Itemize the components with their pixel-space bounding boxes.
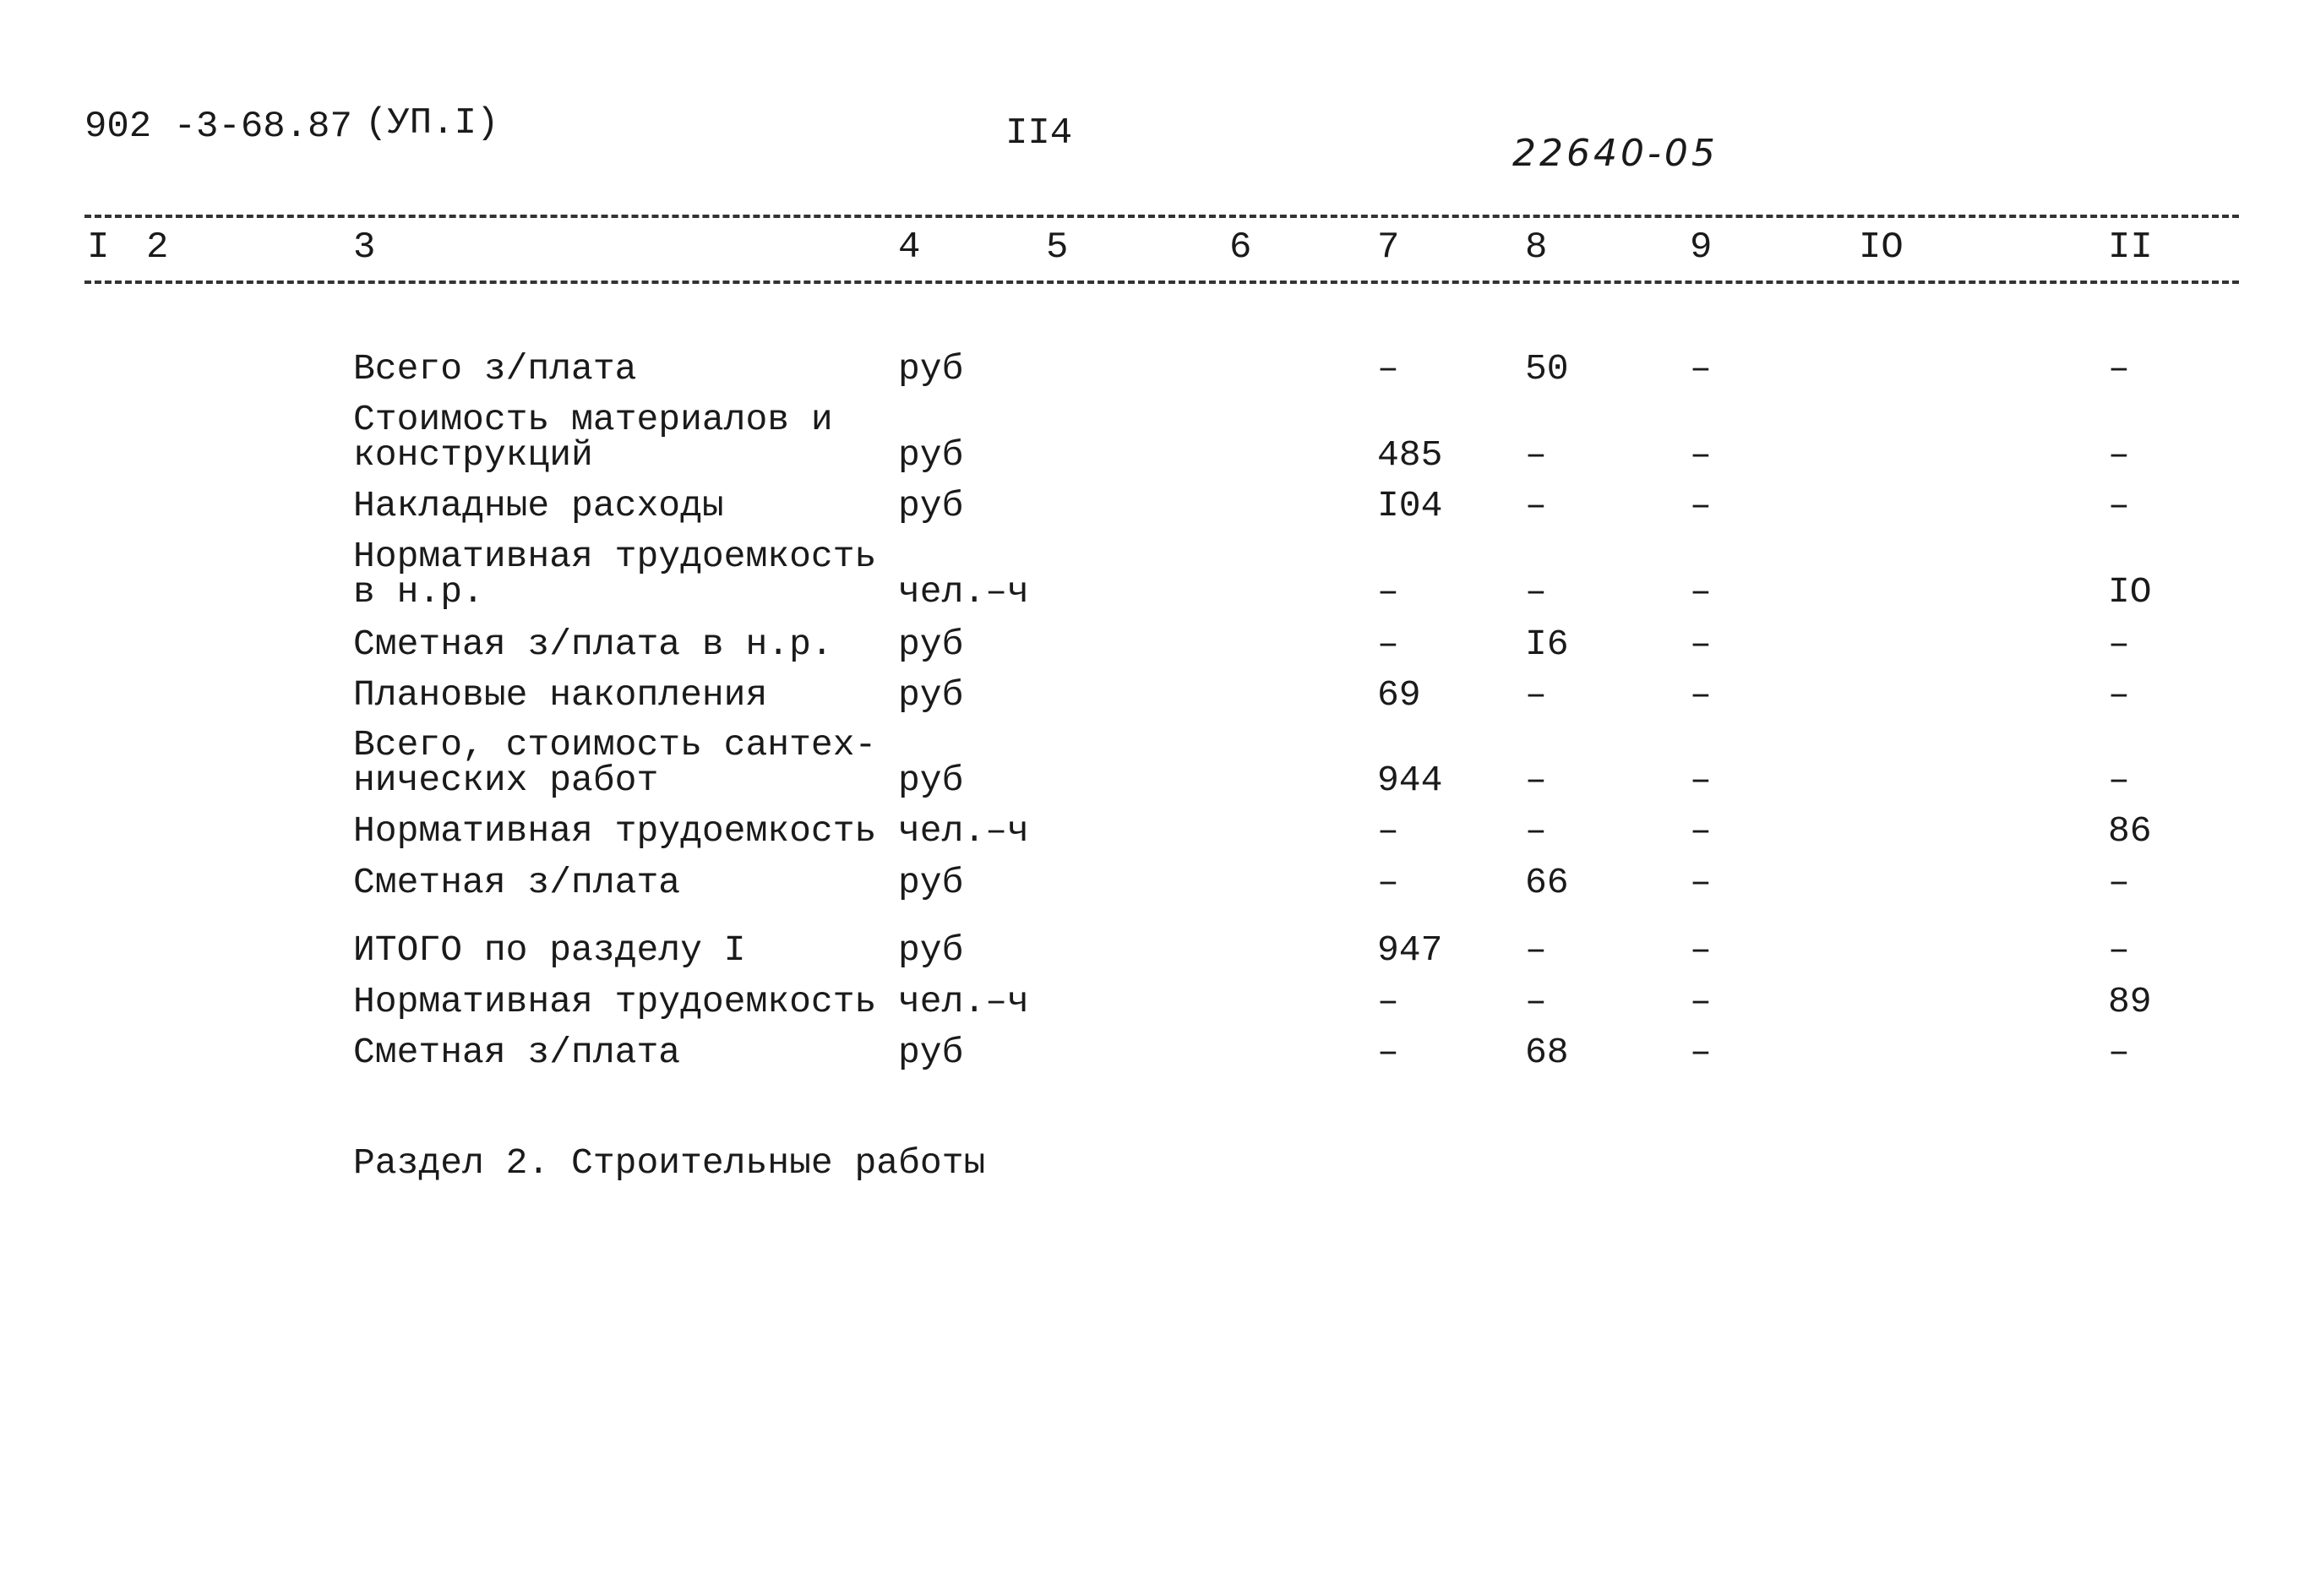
table-row xyxy=(0,862,2315,903)
cell-col-7: 944 xyxy=(1377,760,1443,801)
column-number: I xyxy=(87,226,110,269)
header-rule-top xyxy=(84,215,2239,218)
table-row xyxy=(0,485,2315,526)
row-unit: руб xyxy=(898,434,964,476)
row-description: Сметная з/плата xyxy=(353,1032,681,1073)
cell-col-8: 68 xyxy=(1525,1032,1569,1073)
table-row xyxy=(0,399,2315,476)
column-number: 2 xyxy=(146,226,169,269)
row-unit: чел.–ч xyxy=(898,571,1029,613)
row-unit: чел.–ч xyxy=(898,810,1029,852)
row-unit: чел.–ч xyxy=(898,981,1029,1022)
cell-col-11: – xyxy=(2108,348,2130,389)
column-number: 3 xyxy=(353,226,376,269)
row-description: Сметная з/плата в н.р. xyxy=(353,624,833,665)
row-unit: руб xyxy=(898,760,964,801)
cell-col-8: – xyxy=(1525,434,1547,476)
row-description: Сметная з/плата xyxy=(353,862,681,903)
row-description: Стоимость материалов и конструкций xyxy=(353,399,833,476)
table-row xyxy=(0,810,2315,852)
cell-col-11: – xyxy=(2108,485,2130,526)
cell-col-11: – xyxy=(2108,434,2130,476)
column-number: 6 xyxy=(1229,226,1252,269)
cell-col-7: – xyxy=(1377,348,1399,389)
cell-col-11: – xyxy=(2108,1032,2130,1073)
row-unit: руб xyxy=(898,862,964,903)
row-unit: руб xyxy=(898,1032,964,1073)
cell-col-11: – xyxy=(2108,862,2130,903)
cell-col-9: – xyxy=(1690,929,1712,971)
table-row xyxy=(0,536,2315,613)
cell-col-9: – xyxy=(1690,485,1712,526)
row-description: Всего, стоимость сантех- нических работ xyxy=(353,724,877,801)
column-number: 9 xyxy=(1690,226,1713,269)
cell-col-8: – xyxy=(1525,810,1547,852)
row-description: Нормативная трудоемкость xyxy=(353,810,877,852)
column-number: 4 xyxy=(898,226,921,269)
row-unit: руб xyxy=(898,485,964,526)
cell-col-9: – xyxy=(1690,624,1712,665)
row-description: Всего з/плата xyxy=(353,348,637,389)
cell-col-8: – xyxy=(1525,485,1547,526)
row-description: Нормативная трудоемкость в н.р. xyxy=(353,536,877,613)
table-row xyxy=(0,348,2315,389)
cell-col-9: – xyxy=(1690,348,1712,389)
cell-col-7: – xyxy=(1377,1032,1399,1073)
cell-col-11: 89 xyxy=(2108,981,2152,1022)
cell-col-7: – xyxy=(1377,810,1399,852)
document-code: 902 -3-68.87 xyxy=(84,106,352,148)
cell-col-9: – xyxy=(1690,434,1712,476)
column-number: IO xyxy=(1859,226,1904,269)
column-number: 8 xyxy=(1525,226,1548,269)
cell-col-7: – xyxy=(1377,571,1399,613)
table-row xyxy=(0,929,2315,971)
cell-col-8: 50 xyxy=(1525,348,1569,389)
cell-col-9: – xyxy=(1690,810,1712,852)
cell-col-8: I6 xyxy=(1525,624,1569,665)
row-unit: руб xyxy=(898,348,964,389)
cell-col-11: – xyxy=(2108,674,2130,716)
cell-col-7: 69 xyxy=(1377,674,1421,716)
column-number: 5 xyxy=(1046,226,1069,269)
cell-col-11: – xyxy=(2108,760,2130,801)
document-suffix: (УП.I) xyxy=(365,102,499,144)
row-description: Накладные расходы xyxy=(353,485,724,526)
cell-col-11: IO xyxy=(2108,571,2152,613)
section-title: Раздел 2. Строительные работы xyxy=(353,1142,986,1184)
cell-col-9: – xyxy=(1690,760,1712,801)
table-row xyxy=(0,674,2315,716)
cell-col-7: – xyxy=(1377,862,1399,903)
cell-col-7: – xyxy=(1377,981,1399,1022)
handwritten-number: 22640-05 xyxy=(1512,132,1719,175)
row-description: Плановые накопления xyxy=(353,674,768,716)
cell-col-9: – xyxy=(1690,571,1712,613)
column-number: II xyxy=(2108,226,2153,269)
row-unit: руб xyxy=(898,929,964,971)
row-unit: руб xyxy=(898,624,964,665)
cell-col-8: – xyxy=(1525,760,1547,801)
page-number: II4 xyxy=(1005,112,1073,155)
cell-col-8: – xyxy=(1525,981,1547,1022)
row-description: ИТОГО по разделу I xyxy=(353,929,746,971)
cell-col-8: – xyxy=(1525,929,1547,971)
cell-col-11: – xyxy=(2108,929,2130,971)
row-unit: руб xyxy=(898,674,964,716)
cell-col-8: 66 xyxy=(1525,862,1569,903)
cell-col-11: 86 xyxy=(2108,810,2152,852)
cell-col-7: 947 xyxy=(1377,929,1443,971)
cell-col-11: – xyxy=(2108,624,2130,665)
row-description: Нормативная трудоемкость xyxy=(353,981,877,1022)
cell-col-7: 485 xyxy=(1377,434,1443,476)
cell-col-9: – xyxy=(1690,862,1712,903)
cell-col-7: – xyxy=(1377,624,1399,665)
cell-col-9: – xyxy=(1690,1032,1712,1073)
cell-col-7: I04 xyxy=(1377,485,1443,526)
column-number: 7 xyxy=(1377,226,1400,269)
header-rule-bottom xyxy=(84,281,2239,284)
cell-col-8: – xyxy=(1525,674,1547,716)
cell-col-9: – xyxy=(1690,981,1712,1022)
cell-col-8: – xyxy=(1525,571,1547,613)
table-row xyxy=(0,981,2315,1022)
cell-col-9: – xyxy=(1690,674,1712,716)
